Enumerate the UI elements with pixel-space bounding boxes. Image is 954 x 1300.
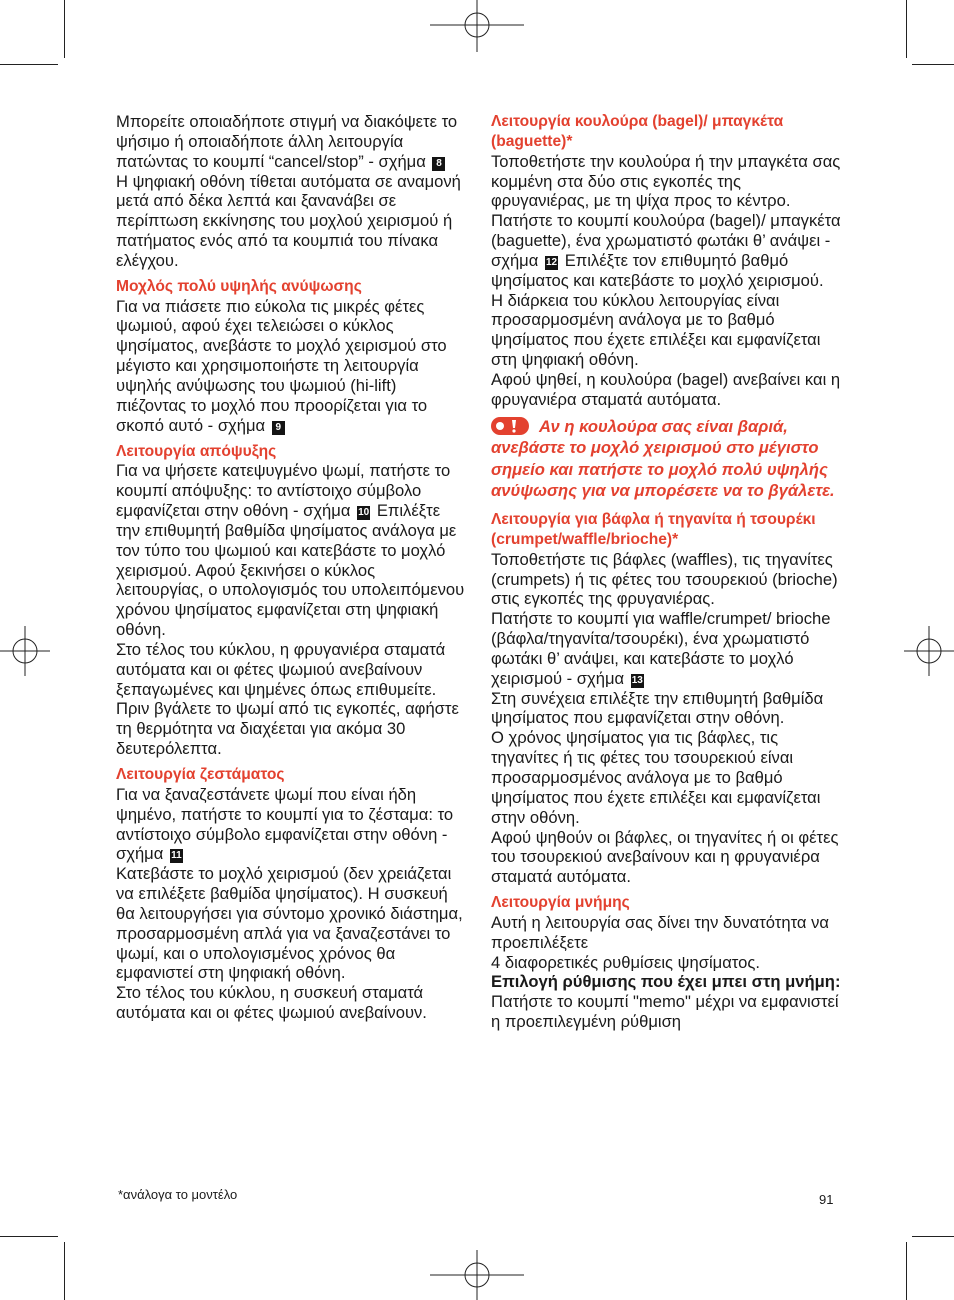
paragraph-defrost-end: Στο τέλος του κύκλου, η φρυγανιέρα σταματά αυτόματα και οι φέτες ψωμιού ανεβαίνουν ξεπαγωμένες και ψημένες όπως επιθυμείτε. bbox=[116, 639, 446, 699]
paragraph-cancel: Μπορείτε οποιαδήποτε στιγμή να διακόψετε το ψήσιμο ή οποιαδήποτε άλλη λειτουργία πατώντας το κουμπί “cancel/stop” - σχήμα 8 bbox=[116, 112, 458, 171]
warning-exclamation-icon bbox=[491, 417, 529, 435]
paragraph-memory-count: 4 διαφορετικές ρυθμίσεις ψησίματος. bbox=[491, 952, 760, 972]
paragraph-reheat-end: Στο τέλος του κύκλου, η συσκευή σταματά αυτόματα και οι φέτες ψωμιού ανεβαίνουν. bbox=[116, 983, 427, 1023]
paragraph-bagel-button: Πατήστε το κουμπί κουλούρα (bagel)/ μπαγκέτα (baguette), ένα χρωματιστό φωτάκι θ’ ανάψει - σχήμα 12 Επιλέξτε τον επιθυμητό βαθμό ψησίματος και κατεβάστε το μοχλό χειρισμού. bbox=[491, 211, 841, 290]
paragraph-standby: Η ψηφιακή οθόνη τίθεται αυτόματα σε αναμονή μετά από δέκα λεπτά και ξανανάβει σε περίπτωση εκκίνησης του μοχλού χειρισμού ή πατήματος ενός από τα κουμπιά του πίνακα ελέγχου. bbox=[116, 171, 461, 270]
paragraph-waffle-button: Πατήστε το κουμπί για waffle/crumpet/ brioche (βάφλα/τηγανίτα/τσουρέκι), ένα χρωματιστό φωτάκι θ’ ανάψει, και κατεβάστε το μοχλό χειρισμού - σχήμα 13 bbox=[491, 609, 831, 688]
left-column bbox=[116, 112, 466, 1023]
subheading-memory-select: Επιλογή ρύθμισης που έχει μπει στη μνήμη: bbox=[491, 972, 841, 992]
paragraph-defrost-wait: Πριν βγάλετε το ψωμί από τις εγκοπές, αφήστε τη θερμότητα να διαχέεται για ακόμα 30 δευτερόλεπτα. bbox=[116, 699, 459, 759]
figure-ref: 8 bbox=[432, 157, 445, 171]
crop-mark bbox=[912, 64, 954, 65]
right-column bbox=[491, 112, 841, 1032]
registration-mark-right bbox=[904, 626, 954, 676]
figure-ref: 11 bbox=[171, 850, 182, 862]
crop-mark bbox=[64, 0, 65, 58]
paragraph-waffle-select: Στη συνέχεια επιλέξτε την επιθυμητή βαθμίδα ψησίματος που εμφανίζεται στην οθόνη. bbox=[491, 688, 824, 728]
heading-bagel: Λειτουργία κουλούρα (bagel)/ μπαγκέτα (baguette)* bbox=[491, 113, 784, 150]
figure-ref: 12 bbox=[545, 256, 558, 268]
paragraph-hi-lift: Για να πιάσετε πιο εύκολα τις μικρές φέτες ψωμιού, αφού έχει τελειώσει ο κύκλος ψησίματος, ανεβάστε το μοχλό χειρισμού στο μέγιστο και χρησιμοποιήστε τη λειτουργία υψηλής ανύψωσης του ψωμιού (hi-lift) πιέζοντας το μοχλό που προορίζεται για το σκοπό αυτό - σχήμα 9 bbox=[116, 296, 447, 435]
crop-mark bbox=[64, 1242, 65, 1300]
paragraph-reheat-lever: Κατεβάστε το μοχλό χειρισμού (δεν χρειάζεται να επιλέξετε βαθμίδα ψησίματος). Η συσκευή θα λειτουργήσει για σύντομο χρονικό διάστημα, προσαρμοσμένη απλά για να ξαναζεστάνει το ψωμί, και ο υπολογισμένος χρόνος θα εμφανιστεί στη ψηφιακή οθόνη. bbox=[116, 864, 463, 983]
crop-mark bbox=[906, 1242, 907, 1300]
paragraph-bagel-duration: Η διάρκεια του κύκλου λειτουργίας είναι προσαρμοσμένη ανάλογα με το βαθμό ψησίματος που έχετε επιλέξει και εμφανίζεται στη ψηφιακή οθόνη. bbox=[491, 290, 821, 370]
crop-mark bbox=[912, 1236, 954, 1237]
paragraph-defrost: Για να ψήσετε κατεψυγμένο ψωμί, πατήστε το κουμπί απόψυξης: το αντίστοιχο σύμβολο εμφανίζεται στην οθόνη - σχήμα 10 Επιλέξτε την επιθυμητή βαθμίδα ψησίματος ανάλογα με τον τύπο του ψωμιού και κατεβάστε το μοχλό χειρισμού. Αφού ξεκινήσει ο κύκλος λειτουργίας, ο υπολογισμός του υπολειπόμενου χρόνου ψησίματος εμφανίζεται στη ψηφιακή οθόνη. bbox=[116, 461, 465, 640]
crop-mark bbox=[906, 0, 907, 58]
figure-ref: 10 bbox=[358, 507, 370, 519]
registration-mark-top bbox=[430, 0, 524, 52]
paragraph-waffle-place: Τοποθετήστε τις βάφλες (waffles), τις τηγανίτες (crumpets) ή τις φέτες του τσουρεκιού (brioche) στις εγκοπές της φρυγανιέρας. bbox=[491, 549, 838, 609]
heading-defrost: Λειτουργία απόψυξης bbox=[116, 442, 277, 460]
heading-waffle: Λειτουργία για βάφλα ή τηγανίτα ή τσουρέκι (crumpet/waffle/brioche)* bbox=[491, 511, 816, 548]
registration-mark-left bbox=[0, 626, 50, 676]
heading-memory: Λειτουργία μνήμης bbox=[491, 894, 630, 912]
footnote: *ανάλογα το μοντέλο bbox=[118, 1187, 238, 1202]
registration-mark-bottom bbox=[430, 1250, 524, 1300]
heading-reheat: Λειτουργία ζεστάματος bbox=[116, 766, 285, 783]
warning-note: Αν η κουλούρα σας είναι βαριά, ανεβάστε το μοχλό χειρισμού στο μέγιστο σημείο και πατήστε το μοχλό πολύ υψηλής ανύψωσης για να μπορέσετε να το βγάλετε. bbox=[491, 416, 835, 501]
heading-hi-lift: Μοχλός πολύ υψηλής ανύψωσης bbox=[116, 277, 362, 295]
crop-mark bbox=[0, 64, 58, 65]
paragraph-memory-press: Πατήστε το κουμπί "memo" μέχρι να εμφανιστεί η προεπιλεγμένη ρύθμιση bbox=[491, 992, 839, 1032]
paragraph-waffle-end: Αφού ψηθούν οι βάφλες, οι τηγανίτες ή οι φέτες του τσουρεκιού ανεβαίνουν και η φρυγανιέρα σταματά αυτόματα. bbox=[491, 827, 839, 887]
paragraph-memory-intro: Αυτή η λειτουργία σας δίνει την δυνατότητα να προεπιλέξετε bbox=[491, 912, 830, 952]
paragraph-bagel-end: Αφού ψηθεί, η κουλούρα (bagel) ανεβαίνει και η φρυγανιέρα σταματά αυτόματα. bbox=[491, 369, 841, 409]
paragraph-bagel-place: Τοποθετήστε την κουλούρα ή την μπαγκέτα σας κομμένη στα δύο στις εγκοπές της φρυγανιέρας, με τη ψίχα προς το κέντρο. bbox=[491, 151, 841, 211]
figure-ref: 9 bbox=[272, 421, 285, 435]
figure-ref: 13 bbox=[631, 674, 643, 686]
page-number: 91 bbox=[819, 1192, 834, 1207]
paragraph-waffle-time: Ο χρόνος ψησίματος για τις βάφλες, τις τηγανίτες ή τις φέτες του τσουρεκιού είναι προσαρμοσμένος ανάλογα με το βαθμό ψησίματος που έχετε επιλέξει και εμφανίζεται στην οθόνη. bbox=[491, 728, 821, 827]
paragraph-reheat: Για να ξαναζεστάνετε ψωμί που είναι ήδη ψημένο, πατήστε το κουμπί για το ζέσταμα: το αντίστοιχο σύμβολο εμφανίζεται στην οθόνη - σχήμα 11 bbox=[116, 784, 454, 864]
crop-mark bbox=[0, 1236, 58, 1237]
